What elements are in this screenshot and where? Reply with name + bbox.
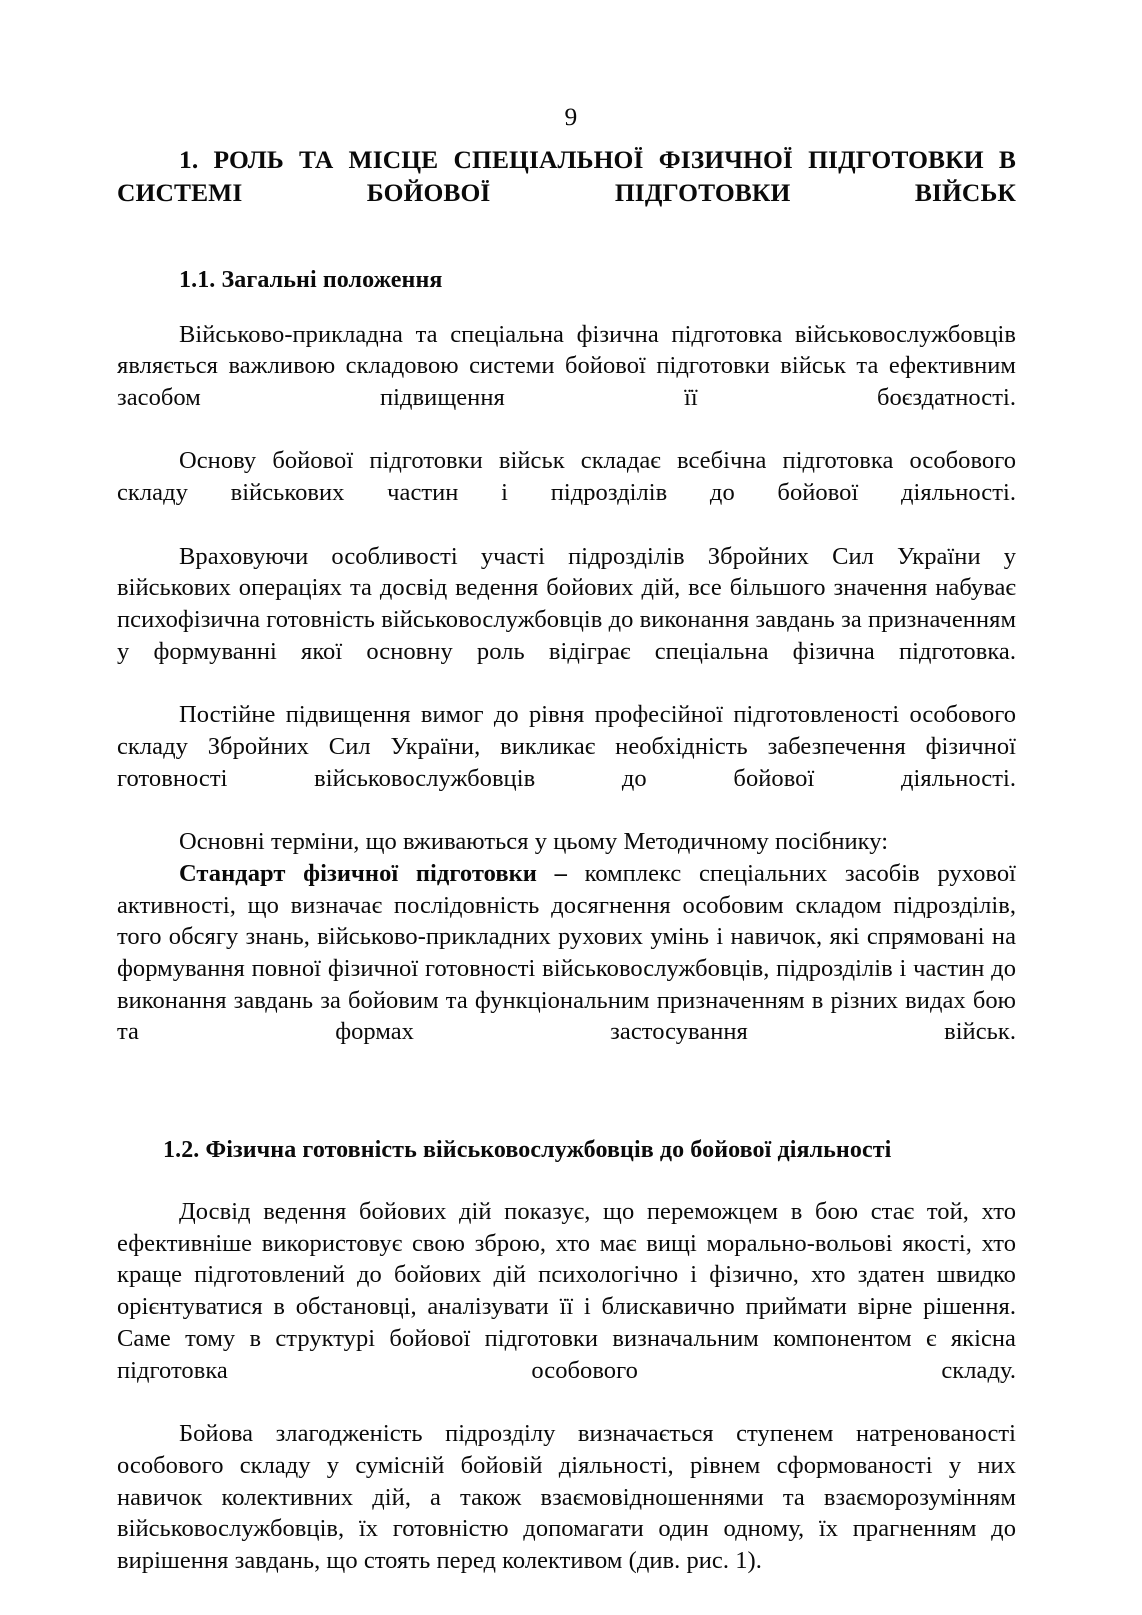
paragraph: Враховуючи особливості участі підрозділів Збройних Сил України у військових операціях та досвід ведення бойових дій, все більшого значення набуває психофізична готовність військовослужбовців до виконання завдань за призначенням у формуванні якої основну роль відіграє спеціальна фізична підготовка. [117, 542, 1016, 665]
page-number: 9 [564, 102, 578, 131]
section-heading-1-1: 1.1. Загальні положення [179, 267, 443, 294]
paragraph: Військово-прикладна та спеціальна фізична підготовка військовослужбовців являється важливою складовою системи бойової підготовки військ та ефективним засобом підвищення її боєздатності. [117, 320, 1016, 412]
paragraph: Постійне підвищення вимог до рівня професійної підготовленості особового складу Збройних Сил України, викликає необхідність забезпечення фізичної готовності військовослужбовців до бойової діяльності. [117, 701, 1016, 792]
paragraph: Основу бойової підготовки військ складає всебічна підготовка особового складу військових частин і підрозділів до бойової діяльності. [117, 447, 1016, 507]
spacer-heading-1-2 [117, 1166, 1016, 1196]
paragraph: Основні терміни, що вживаються у цьому Методичному посібнику: [179, 828, 889, 856]
definition-term: Стандарт фізичної підготовки – [179, 859, 585, 887]
paragraph: Бойова злагодженість підрозділу визначається ступенем натренованості особового складу у сумісній бойовій діяльності, рівнем сформованості у них навичок колективних дій, а також взаємовідношеннями та взаєморозумінням військовослужбовців, їх готовністю допомагати один одному, їх прагненням до вирішення завдань, що стоять перед колективом (див. рис. 1). [117, 1420, 1016, 1574]
definition-body: комплекс спеціальних засобів рухової активності, що визначає послідовність досягнення особовим складом підрозділів, того обсягу знань, військово-прикладних рухових умінь і навичок, які спрямовані на формування повної фізичної готовності військовослужбовців, підрозділів і частин до виконання завдань за бойовим та функціональним призначенням в різних видах бою та формах застосування військ. [117, 859, 1016, 1046]
chapter-title: 1. РОЛЬ ТА МІСЦЕ СПЕЦІАЛЬНОЇ ФІЗИЧНОЇ ПІДГОТОВКИ В СИСТЕМІ БОЙОВОЇ ПІДГОТОВКИ ВІЙСЬК [117, 145, 1016, 208]
spacer-title [117, 242, 1016, 265]
spacer-heading-1-1 [117, 297, 1016, 319]
definition-paragraph [117, 858, 1016, 1080]
section-heading-1-2: 1.2. Фізична готовність військовослужбовців до бойової діяльності [163, 1136, 892, 1163]
paragraph: Досвід ведення бойових дій показує, що переможцем в бою стає той, хто ефективніше використовує свою зброю, хто має вищі морально-вольові якості, хто краще підготовлений до бойових дій психологічно і фізично, хто здатен швидко орієнтуватися в обстановці, аналізувати її і блискавично приймати вірне рішення. Саме тому в структурі бойової підготовки визначальним компонентом є якісна підготовка особового складу. [117, 1198, 1016, 1384]
page-content-column [117, 143, 1016, 1577]
spacer-before-1-2 [117, 1080, 1016, 1135]
